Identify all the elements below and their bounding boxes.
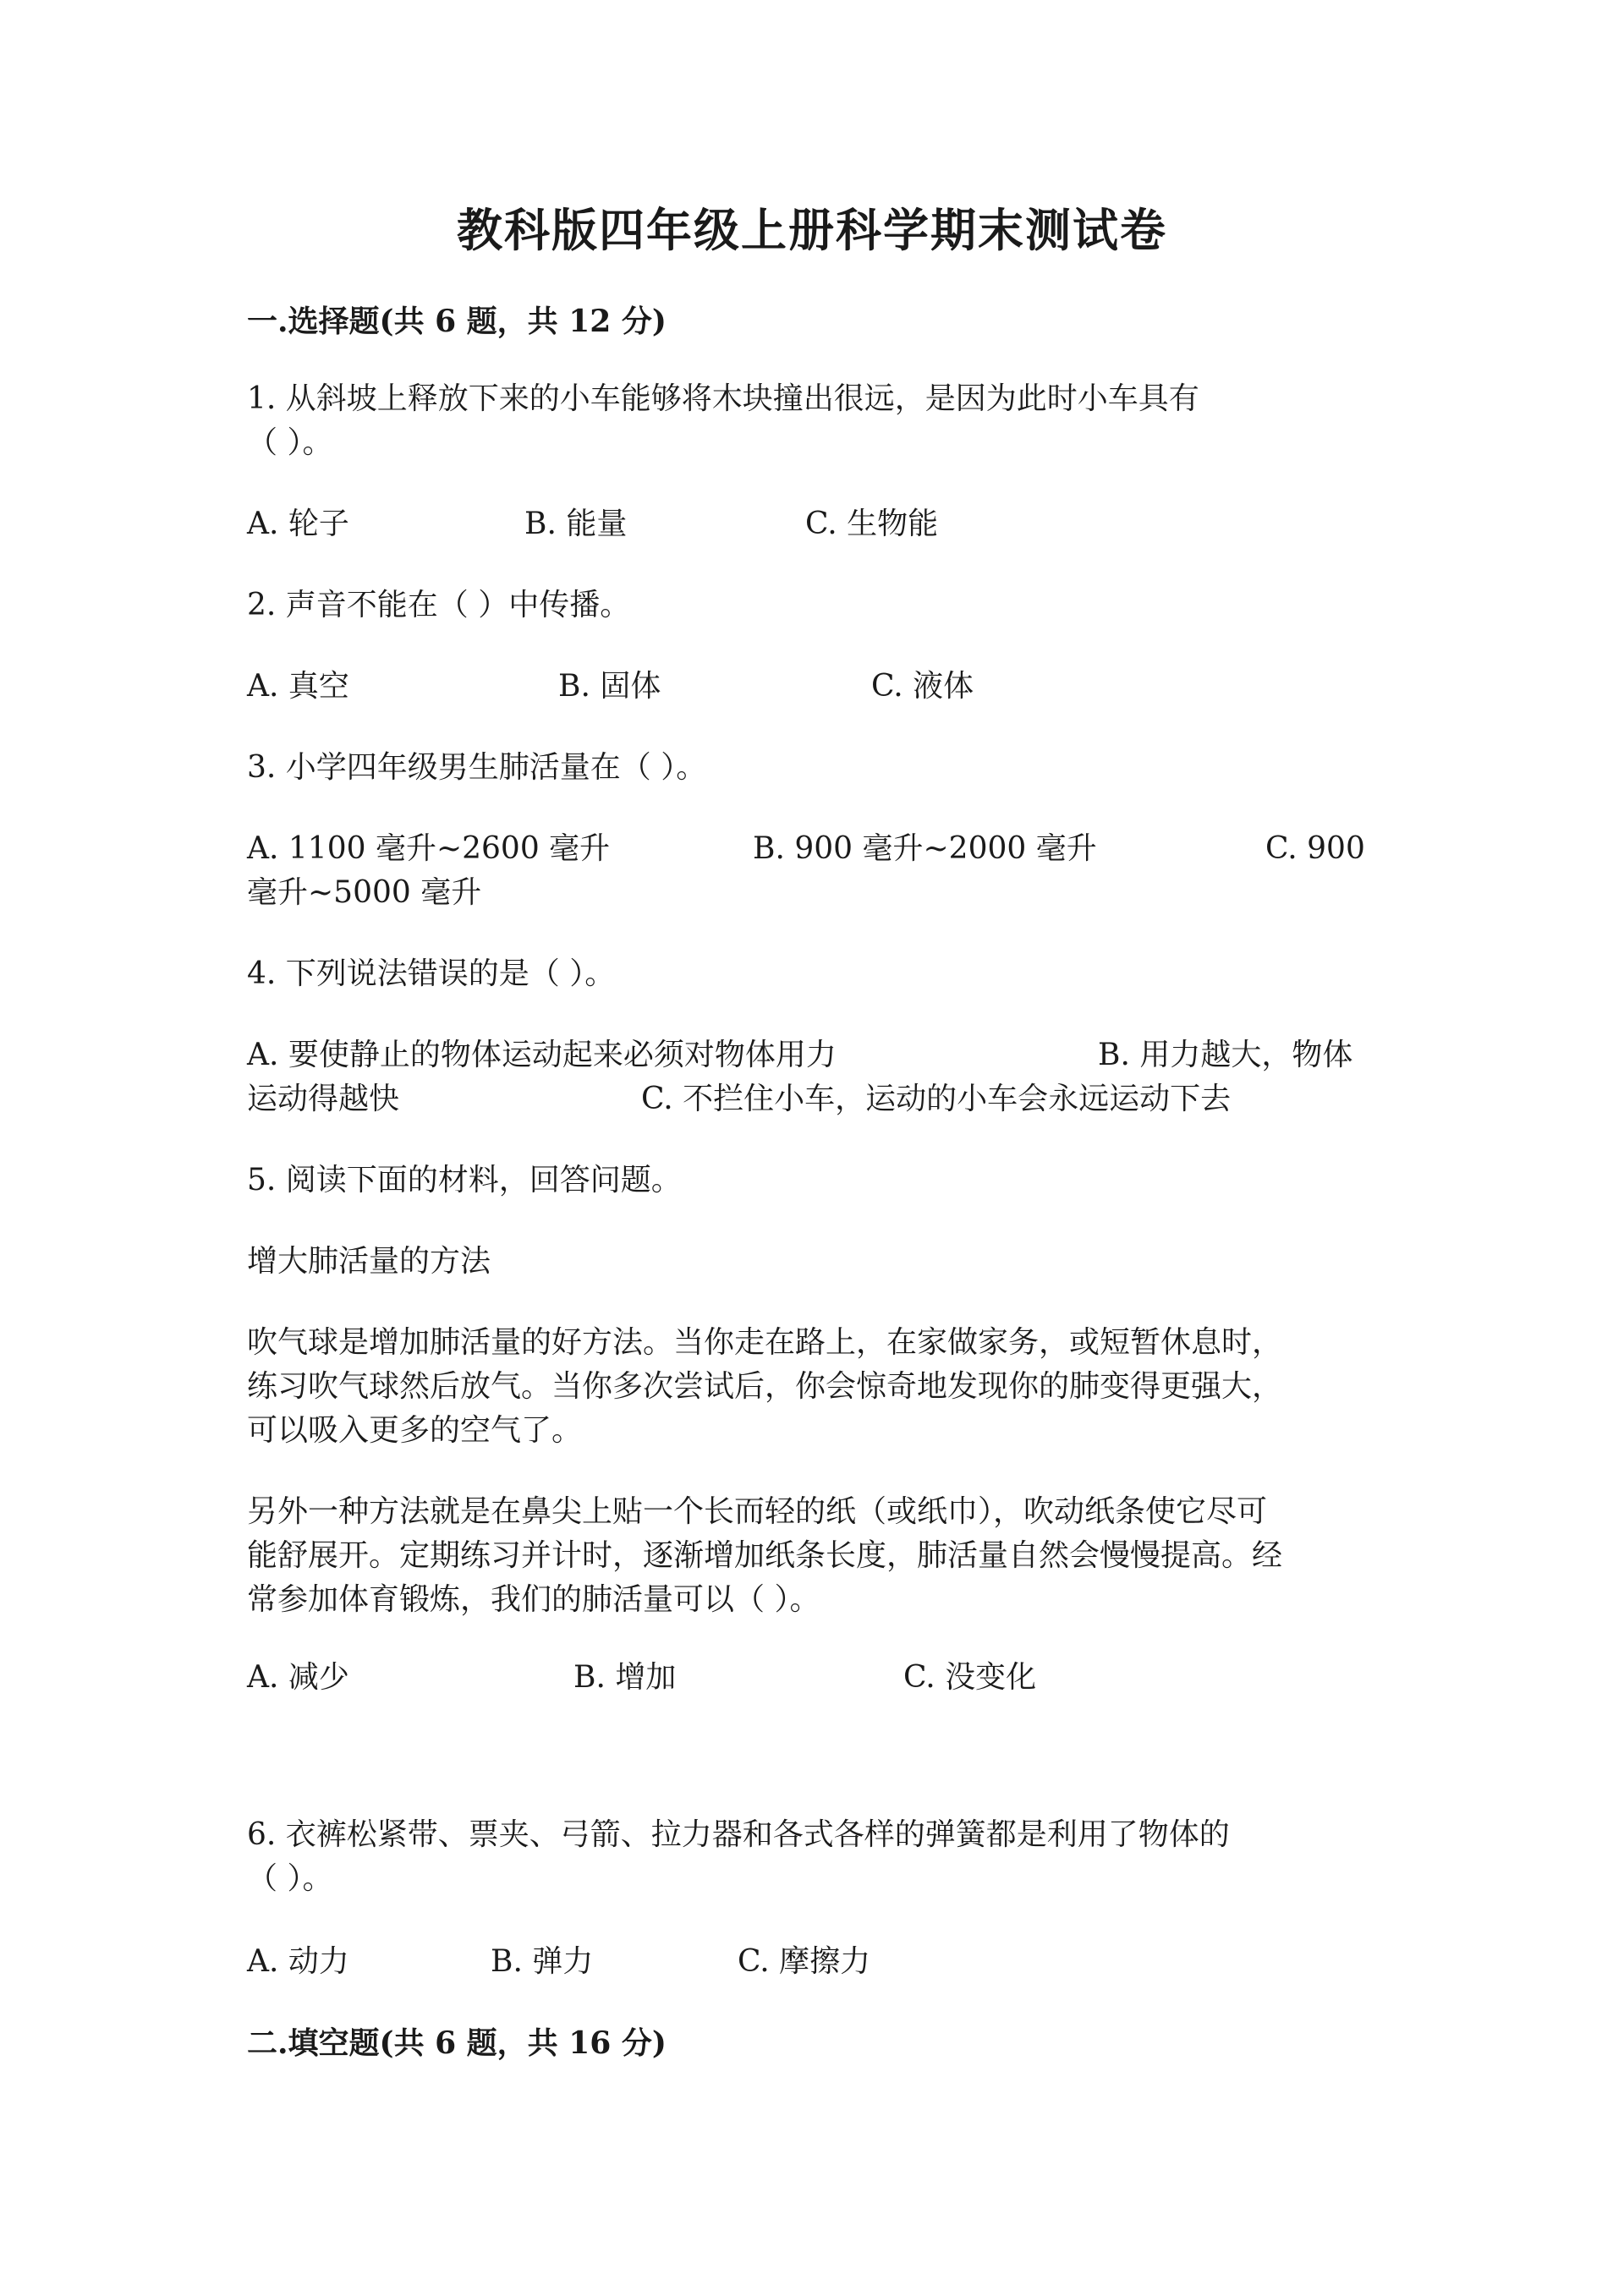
question-4-option-a: A. 要使静止的物体运动起来必须对物体用力 bbox=[247, 1038, 837, 1072]
reading-paragraph-2 bbox=[247, 1490, 1372, 1622]
section-heading-fill-blank: 二.填空题(共 6 题，共 16 分) bbox=[247, 2025, 667, 2061]
question-3-option-c-continued: 毫升~5000 毫升 bbox=[247, 875, 482, 910]
question-6-option-a: A. 动力 bbox=[247, 1944, 349, 1979]
question-1-option-b: B. 能量 bbox=[524, 507, 628, 541]
question-6-text: 6. 衣裤松紧带、票夹、弓箭、拉力器和各式各样的弹簧都是利用了物体的 bbox=[247, 1817, 1230, 1852]
question-2-text: 2. 声音不能在（ ）中传播。 bbox=[247, 588, 631, 622]
page-title: 教科版四年级上册科学期末测试卷 bbox=[457, 203, 1167, 257]
reading-paragraph-2-line: 常参加体育锻炼，我们的肺活量可以（ ）。 bbox=[247, 1582, 820, 1617]
question-5-option-c: C. 没变化 bbox=[903, 1660, 1037, 1695]
question-5-option-a: A. 减少 bbox=[247, 1660, 349, 1695]
question-3-option-c: C. 900 bbox=[1265, 831, 1365, 866]
question-1-blank: （ ）。 bbox=[247, 425, 333, 460]
question-4-option-b-continued: 运动得越快 bbox=[247, 1082, 400, 1116]
question-6-option-c: C. 摩擦力 bbox=[738, 1944, 871, 1979]
question-1-option-c: C. 生物能 bbox=[805, 507, 939, 541]
reading-paragraph-1-line: 可以吸入更多的空气了。 bbox=[247, 1413, 583, 1448]
question-3-option-a: A. 1100 毫升~2600 毫升 bbox=[247, 831, 611, 866]
question-2-option-b: B. 固体 bbox=[558, 669, 661, 704]
reading-heading: 增大肺活量的方法 bbox=[247, 1244, 491, 1279]
question-6-option-b: B. 弹力 bbox=[491, 1944, 594, 1979]
question-2-option-a: A. 真空 bbox=[247, 669, 349, 704]
question-4-option-c: C. 不拦住小车，运动的小车会永远运动下去 bbox=[641, 1082, 1232, 1116]
reading-paragraph-1 bbox=[247, 1321, 1372, 1453]
reading-paragraph-1-line: 吹气球是增加肺活量的好方法。当你走在路上，在家做家务，或短暂休息时， bbox=[247, 1325, 1283, 1360]
question-1-option-a: A. 轮子 bbox=[247, 507, 349, 541]
question-2-option-c: C. 液体 bbox=[871, 669, 974, 704]
reading-paragraph-1-line: 练习吹气球然后放气。当你多次尝试后，你会惊奇地发现你的肺变得更强大， bbox=[247, 1369, 1283, 1404]
question-4-text: 4. 下列说法错误的是（ ）。 bbox=[247, 956, 616, 991]
question-3-text: 3. 小学四年级男生肺活量在（ ）。 bbox=[247, 750, 707, 785]
reading-paragraph-2-line: 另外一种方法就是在鼻尖上贴一个长而轻的纸（或纸巾），吹动纸条使它尽可 bbox=[247, 1494, 1268, 1529]
question-6-blank: （ ）。 bbox=[247, 1861, 333, 1896]
question-4-option-b: B. 用力越大，物体 bbox=[1098, 1038, 1353, 1072]
question-5-text: 5. 阅读下面的材料，回答问题。 bbox=[247, 1163, 682, 1197]
question-5-option-b: B. 增加 bbox=[573, 1660, 677, 1695]
reading-paragraph-2-line: 能舒展开。定期练习并计时，逐渐增加纸条长度，肺活量自然会慢慢提高。经 bbox=[247, 1538, 1283, 1573]
question-3-option-b: B. 900 毫升~2000 毫升 bbox=[753, 831, 1097, 866]
section-heading-choice: 一.选择题(共 6 题，共 12 分) bbox=[247, 304, 667, 339]
question-1-text: 1. 从斜坡上释放下来的小车能够将木块撞出很远，是因为此时小车具有 bbox=[247, 381, 1199, 416]
